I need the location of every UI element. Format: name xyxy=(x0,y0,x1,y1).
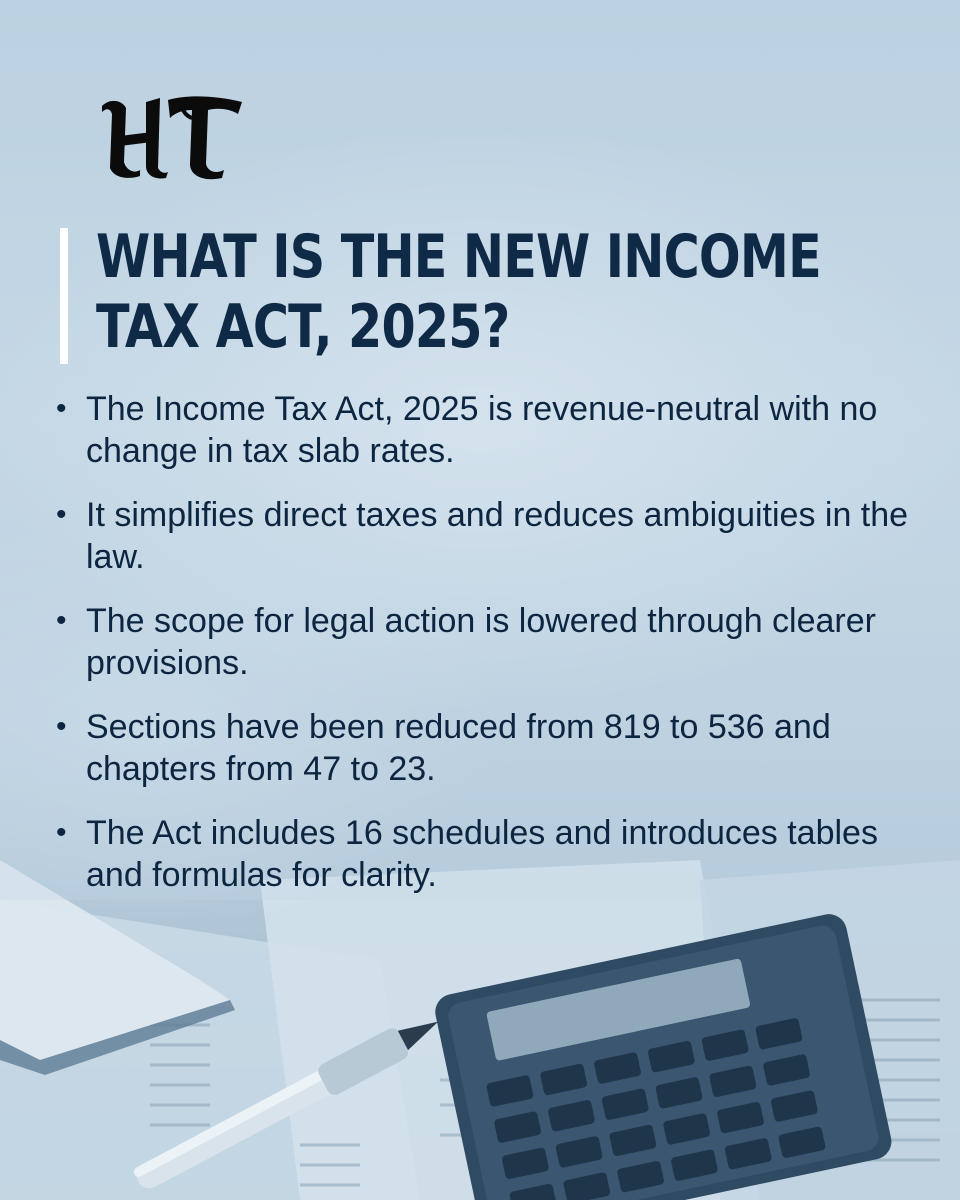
bullet-text: The scope for legal action is lowered through clearer provisions. xyxy=(86,602,876,682)
bullet-marker: • xyxy=(56,816,67,849)
headline-line-1: WHAT IS THE NEW INCOME xyxy=(96,222,821,292)
bullet-item xyxy=(56,388,916,472)
bullet-text: It simplifies direct taxes and reduces ambiguities in the law. xyxy=(86,496,909,576)
bullet-item xyxy=(56,494,916,578)
bullet-item xyxy=(56,706,916,790)
bullet-marker: • xyxy=(56,604,67,637)
bullet-marker: • xyxy=(56,498,67,531)
headline-line-2: TAX ACT, 2025? xyxy=(96,292,510,362)
bullet-text: Sections have been reduced from 819 to 536 and chapters from 47 to 23. xyxy=(86,708,831,788)
headline-accent-bar xyxy=(60,228,68,364)
headline xyxy=(96,222,821,362)
bullet-marker: • xyxy=(56,710,67,743)
bullet-item xyxy=(56,812,916,896)
bullet-list xyxy=(56,388,916,918)
bullet-marker: • xyxy=(56,392,67,425)
bullet-text: The Act includes 16 schedules and introduces tables and formulas for clarity. xyxy=(86,814,878,894)
bullet-item xyxy=(56,600,916,684)
bullet-text: The Income Tax Act, 2025 is revenue-neutral with no change in tax slab rates. xyxy=(86,390,878,470)
ht-logo-icon xyxy=(96,92,246,182)
